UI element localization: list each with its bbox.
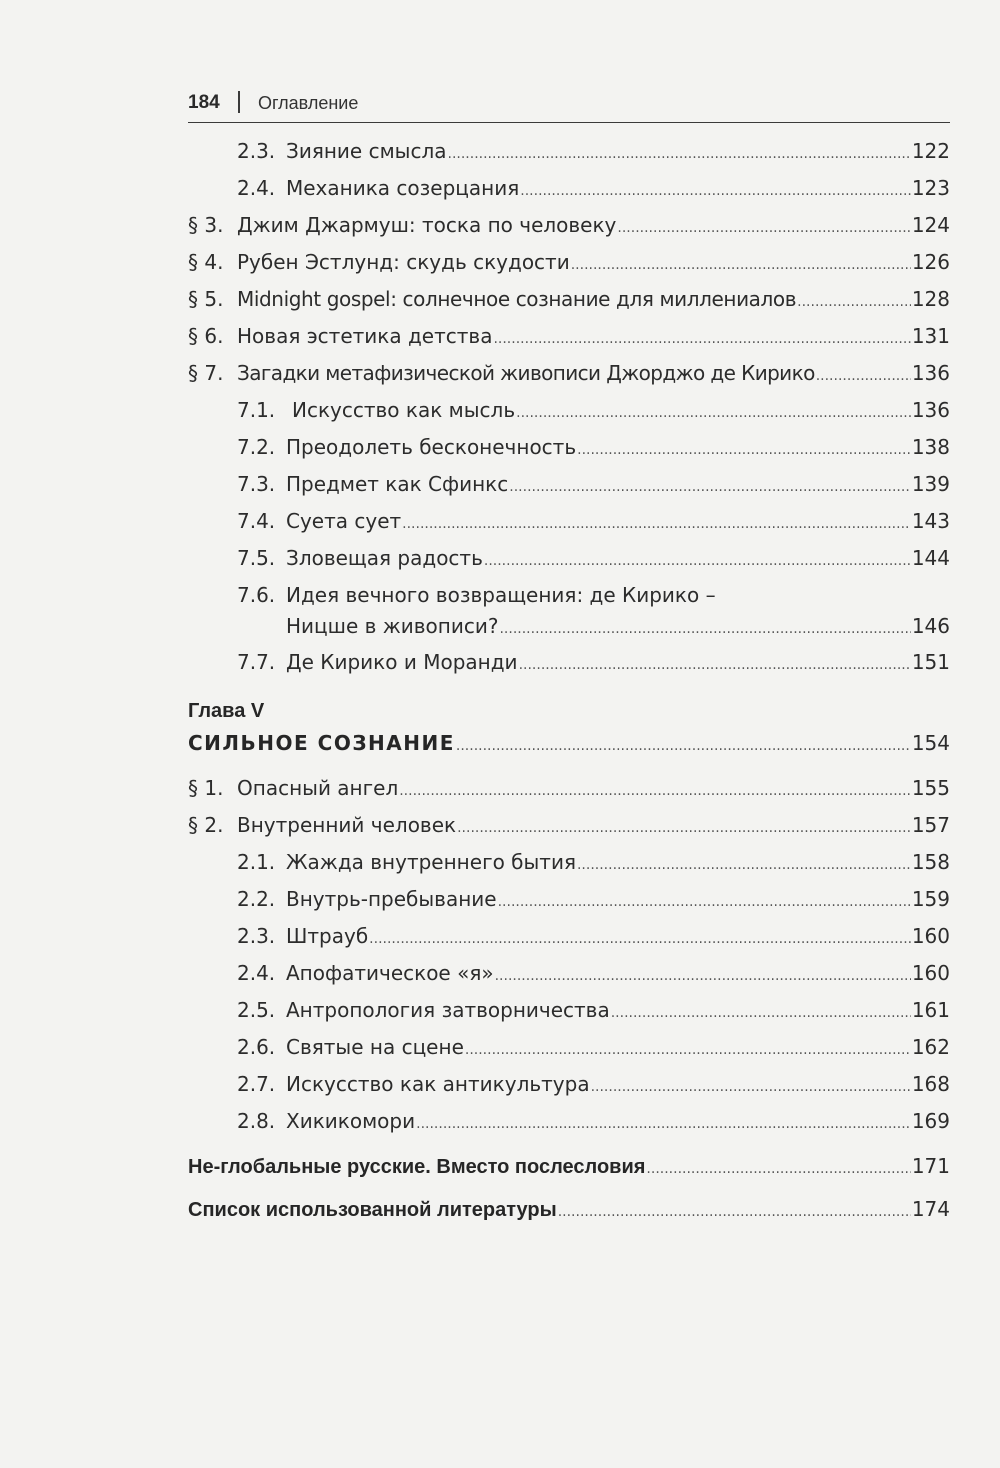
chapter-label: Глава V xyxy=(188,700,265,722)
toc-entry-title: Преодолеть бесконечность xyxy=(286,435,577,459)
leader-dots xyxy=(402,509,911,539)
toc-entry-page: 159 xyxy=(911,887,950,911)
toc-entry xyxy=(188,395,950,428)
leader-dots xyxy=(499,614,910,644)
toc-entry-number: 7.2. xyxy=(237,435,276,459)
afterword-title: Не-глобальные русские. Вместо послесловия xyxy=(188,1156,646,1178)
toc-entry-afterword xyxy=(188,1151,950,1184)
toc-entry xyxy=(188,247,950,280)
leader-dots xyxy=(519,650,911,680)
toc-entry-title: Жажда внутреннего бытия xyxy=(286,850,576,874)
toc-entry-page: 122 xyxy=(911,139,950,163)
leader-dots xyxy=(484,546,911,576)
toc-entry-page: 136 xyxy=(911,398,950,422)
toc-entry-title: Искусство как антикультура xyxy=(286,1072,590,1096)
toc-entry-title: Хикикомори xyxy=(286,1109,416,1133)
leader-dots xyxy=(558,1197,911,1227)
toc-entry-number: § 5. xyxy=(188,287,224,311)
leader-dots xyxy=(646,1154,910,1184)
toc-entry-title: Штрауб xyxy=(286,924,369,948)
toc-entry-page: 123 xyxy=(911,176,950,200)
toc-entry-page: 158 xyxy=(911,850,950,874)
toc-entry-page: 169 xyxy=(911,1109,950,1133)
header-divider xyxy=(238,91,240,113)
toc-entry-page: 168 xyxy=(911,1072,950,1096)
leader-dots xyxy=(617,213,910,243)
leader-dots xyxy=(577,435,911,465)
toc-entry xyxy=(188,432,950,465)
toc-entry xyxy=(188,580,950,610)
toc-entry-number: 7.1. xyxy=(237,398,276,422)
toc-entry-title: Антропология затворничества xyxy=(286,998,610,1022)
toc-entry xyxy=(188,284,950,317)
toc-entry-number: § 6. xyxy=(188,324,224,348)
toc-entry xyxy=(188,136,950,169)
leader-dots xyxy=(571,250,911,280)
toc-entry-page: 139 xyxy=(911,472,950,496)
toc-entry-number: 2.7. xyxy=(237,1072,276,1096)
toc-entry-page: 131 xyxy=(911,324,950,348)
leader-dots xyxy=(456,731,911,761)
toc-entry-title: Зияние смысла xyxy=(286,139,447,163)
toc-entry xyxy=(188,358,950,391)
toc-entry xyxy=(188,773,950,806)
leader-dots xyxy=(797,287,911,317)
leader-dots xyxy=(577,850,911,880)
running-header xyxy=(188,88,950,123)
leader-dots xyxy=(369,924,911,954)
toc-entry-number: 2.2. xyxy=(237,887,276,911)
toc-entry-number: § 7. xyxy=(188,361,224,385)
toc-entry-page: 157 xyxy=(911,813,950,837)
toc-entry-page: 154 xyxy=(911,731,950,755)
toc-entry-page: 171 xyxy=(911,1154,950,1178)
toc-entry-title-continued: Ницше в живописи? xyxy=(286,614,499,638)
toc-entry xyxy=(188,847,950,880)
toc-entry-number: 7.5. xyxy=(237,546,276,570)
toc-entry-title: Святые на сцене xyxy=(286,1035,464,1059)
toc-entry-bibliography xyxy=(188,1194,950,1227)
toc-entry-number: 2.1. xyxy=(237,850,276,874)
toc-entry-title: Рубен Эстлунд: скудь скудости xyxy=(237,250,570,274)
toc-entry-title: Midnight gospel: солнечное сознание для миллениалов xyxy=(237,287,797,311)
toc-entry-title: Внутренний человек xyxy=(237,813,457,837)
leader-dots xyxy=(611,998,911,1028)
page-number: 184 xyxy=(188,92,220,113)
toc-entry-number: § 3. xyxy=(188,213,224,237)
toc-entry-page: 160 xyxy=(911,961,950,985)
toc-entry-title: Апофатическое «я» xyxy=(286,961,494,985)
leader-dots xyxy=(399,776,911,806)
toc-entry-number: 7.4. xyxy=(237,509,276,533)
toc-entry-title: Внутрь-пребывание xyxy=(286,887,497,911)
toc-entry-page: 162 xyxy=(911,1035,950,1059)
leader-dots xyxy=(498,887,911,917)
leader-dots xyxy=(416,1109,911,1139)
toc-entry-number: 7.3. xyxy=(237,472,276,496)
toc-entry-title: Механика созерцания xyxy=(286,176,520,200)
toc-entry xyxy=(188,506,950,539)
toc-entry-page: 160 xyxy=(911,924,950,948)
toc-entry xyxy=(188,884,950,917)
toc-entry-number: 2.4. xyxy=(237,961,276,985)
toc-entry-title: Идея вечного возвращения: де Кирико – xyxy=(286,583,716,607)
toc-entry xyxy=(188,469,950,502)
toc-entry xyxy=(188,1106,950,1139)
toc-entry-title: Предмет как Сфинкс xyxy=(286,472,509,496)
toc-entry-page: 143 xyxy=(911,509,950,533)
toc-entry-page: 126 xyxy=(911,250,950,274)
leader-dots xyxy=(465,1035,911,1065)
toc-entry-title: Опасный ангел xyxy=(237,776,399,800)
toc-entry-number: 2.6. xyxy=(237,1035,276,1059)
running-title: Оглавление xyxy=(258,93,359,113)
toc-entry-number: § 1. xyxy=(188,776,224,800)
toc-entry xyxy=(188,543,950,576)
toc-entry xyxy=(188,210,950,243)
toc-entry-number: 2.4. xyxy=(237,176,276,200)
toc-entry-page: 155 xyxy=(911,776,950,800)
toc-entry-number: 2.3. xyxy=(237,924,276,948)
leader-dots xyxy=(509,472,911,502)
toc-entry-page: 174 xyxy=(911,1197,950,1221)
leader-dots xyxy=(816,361,911,391)
toc-entry-title: Новая эстетика детства xyxy=(237,324,493,348)
toc-entry-page: 136 xyxy=(911,361,950,385)
toc-entry-page: 151 xyxy=(911,650,950,674)
toc-entry xyxy=(188,321,950,354)
leader-dots xyxy=(493,324,910,354)
toc-entry xyxy=(188,647,950,680)
toc-entry-page: 146 xyxy=(911,614,950,638)
leader-dots xyxy=(520,176,911,206)
toc-entry-number: § 2. xyxy=(188,813,224,837)
leader-dots xyxy=(457,813,911,843)
toc-entry-continuation xyxy=(188,611,950,644)
toc-entry-title: Суета сует xyxy=(286,509,402,533)
toc-entry-number: 7.6. xyxy=(237,583,276,607)
toc-entry-number: 7.7. xyxy=(237,650,276,674)
toc-entry-title: Искусство как мысль xyxy=(292,398,516,422)
chapter-title: СИЛЬНОЕ СОЗНАНИЕ xyxy=(188,731,455,755)
leader-dots xyxy=(591,1072,911,1102)
toc-entry-number: 2.5. xyxy=(237,998,276,1022)
toc-entry-title: Де Кирико и Моранди xyxy=(286,650,518,674)
toc-entry-title: Загадки метафизической живописи Джорджо де Кирико xyxy=(237,361,815,385)
toc-entry xyxy=(188,958,950,991)
leader-dots xyxy=(448,139,911,169)
toc-entry-page: 161 xyxy=(911,998,950,1022)
toc-entry-number: 2.8. xyxy=(237,1109,276,1133)
toc-entry-title: Зловещая радость xyxy=(286,546,483,570)
toc-entry-page: 144 xyxy=(911,546,950,570)
toc-entry xyxy=(188,1032,950,1065)
toc-entry-page: 128 xyxy=(911,287,950,311)
toc-entry-number: § 4. xyxy=(188,250,224,274)
toc-entry xyxy=(188,173,950,206)
toc-entry xyxy=(188,1069,950,1102)
toc-entry xyxy=(188,921,950,954)
toc-entry xyxy=(188,995,950,1028)
toc-entry-title: Джим Джармуш: тоска по человеку xyxy=(237,213,617,237)
leader-dots xyxy=(495,961,911,991)
toc-entry-page: 138 xyxy=(911,435,950,459)
bibliography-title: Список использованной литературы xyxy=(188,1199,557,1221)
toc-entry xyxy=(188,810,950,843)
toc-entry-number: 2.3. xyxy=(237,139,276,163)
leader-dots xyxy=(516,398,911,428)
toc-entry-page: 124 xyxy=(911,213,950,237)
chapter-title-entry xyxy=(188,728,950,761)
